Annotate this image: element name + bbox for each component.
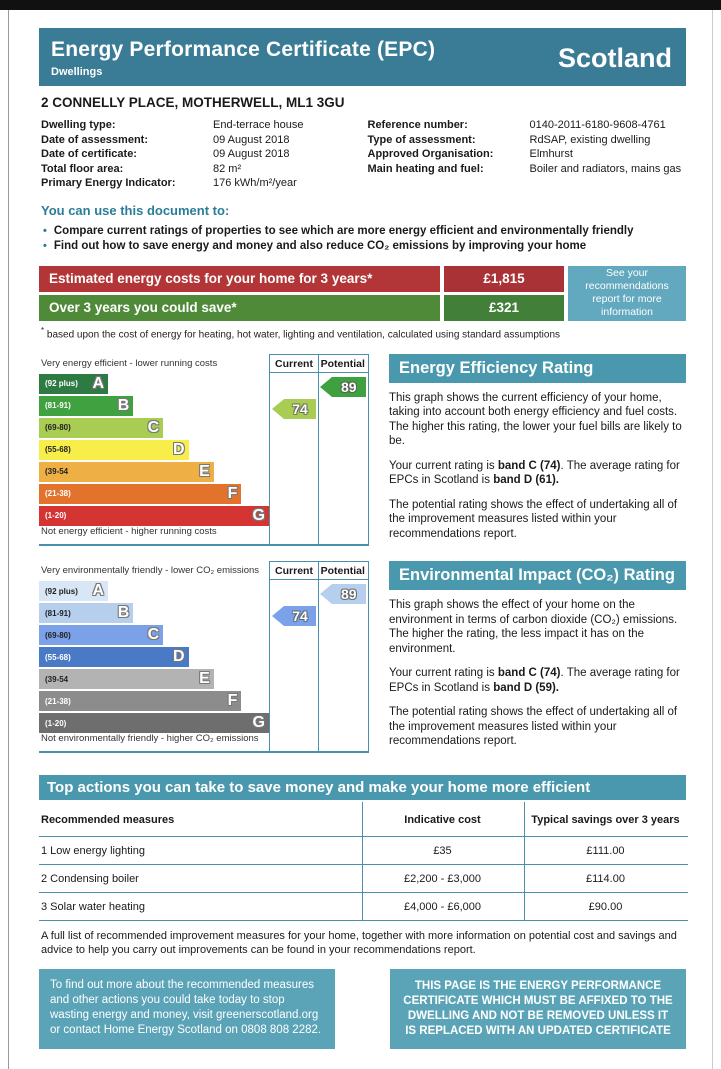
band-letter: F — [227, 484, 238, 502]
band-letter: C — [147, 418, 160, 436]
band-letter: A — [92, 374, 104, 392]
panel-body — [389, 391, 686, 542]
typical-savings: £90.00 — [524, 893, 688, 921]
detail-row — [41, 118, 360, 133]
potential-rating-value: 89 — [332, 377, 367, 397]
band-range-label: (55-68) — [45, 652, 71, 662]
potential-column-header: Potential — [318, 355, 369, 373]
detail-row — [41, 162, 360, 177]
detail-label: Dwelling type: — [41, 119, 116, 131]
header-band — [39, 28, 686, 86]
rating-highlight: band D (61). — [493, 474, 559, 487]
detail-label: Primary Energy Indicator: — [41, 177, 176, 189]
panel-paragraph — [389, 391, 686, 449]
environmental-impact-section — [39, 561, 686, 759]
usage-bullet — [43, 239, 686, 254]
typical-savings: £114.00 — [524, 865, 688, 893]
indicative-cost: £2,200 - £3,000 — [362, 865, 524, 893]
band-range-label: (21-38) — [45, 696, 71, 706]
band-range-label: (69-80) — [45, 423, 71, 433]
more-info-box: To find out more about the recommended measures and other actions you could take today to stop wasting energy and money, visit greenerscotland.org or contact Home Energy Scotland on 0808 808 2282. — [39, 969, 335, 1049]
paragraph-text: This graph shows the effect of your home on the environment in terms of carbon dioxide (CO₂) emissions. The higher the rating, the less impact it has on the environment. — [389, 599, 678, 655]
chart-bottom-label: Not energy efficient - higher running costs — [41, 525, 217, 537]
detail-row — [41, 133, 360, 148]
measure-name: 3 Solar water heating — [39, 893, 362, 921]
band-letter: D — [172, 648, 185, 666]
current-rating-value: 74 — [284, 606, 316, 626]
current-column-header: Current — [270, 355, 318, 373]
page-subtitle: Dwellings — [51, 66, 103, 78]
costs-footnote-text: based upon the cost of energy for heating, hot water, lighting and ventilation, calculated using standard assumptions — [46, 328, 561, 340]
detail-label: Approved Organisation: — [367, 148, 494, 160]
band-letter: E — [199, 462, 210, 480]
top-actions-table — [39, 802, 686, 921]
rating-bands — [39, 374, 269, 528]
detail-row — [368, 147, 687, 162]
band-letter: A — [92, 582, 104, 600]
current-rating-pointer — [272, 399, 316, 419]
current-column — [269, 354, 319, 546]
rating-band-b — [39, 603, 133, 623]
band-letter: B — [117, 396, 130, 414]
actions-footnote: A full list of recommended improvement measures for your home, together with more information on potential cost and savings and advice to help you carry out improvements can be found in your recommendations report. — [41, 929, 677, 956]
detail-value: 82 m² — [213, 162, 242, 175]
panel-title: Energy Efficiency Rating — [389, 354, 686, 383]
band-range-label: (92 plus) — [45, 586, 78, 596]
detail-value: Boiler and radiators, mains gas — [529, 162, 682, 175]
current-rating-pointer — [272, 606, 316, 626]
rating-band-e — [39, 462, 214, 482]
band-letter: E — [199, 670, 210, 688]
panel-paragraph — [389, 666, 686, 695]
paragraph-text: Your current rating is — [389, 667, 498, 680]
rating-band-d — [39, 647, 189, 667]
energy-efficiency-chart — [39, 354, 369, 546]
rating-band-f — [39, 484, 241, 504]
chart-top-label: Very energy efficient - lower running costs — [41, 357, 218, 369]
environmental-impact-panel — [389, 561, 686, 759]
panel-body — [389, 598, 686, 749]
rating-band-c — [39, 418, 163, 438]
property-details — [41, 118, 686, 191]
detail-value: 0140-2011-6180-9608-4761 — [529, 119, 666, 131]
band-range-label: (69-80) — [45, 630, 71, 640]
rating-band-d — [39, 440, 189, 460]
band-range-label: (92 plus) — [45, 379, 78, 389]
detail-value: 09 August 2018 — [213, 133, 290, 146]
typical-savings: £111.00 — [524, 837, 688, 865]
potential-rating-value: 89 — [332, 584, 367, 604]
detail-row — [368, 162, 687, 177]
top-actions-banner: Top actions you can take to save money and make your home more efficient — [39, 775, 686, 800]
detail-value: RdSAP, existing dwelling — [529, 133, 651, 146]
energy-efficiency-panel — [389, 354, 686, 552]
rating-highlight: band C (74) — [497, 667, 561, 680]
header-titles — [51, 38, 435, 78]
rating-band-g — [39, 506, 269, 526]
potential-column — [318, 561, 370, 753]
chart-bottom-label: Not environmentally friendly - higher CO₂ emissions — [41, 733, 259, 745]
costs-footnote — [41, 326, 686, 340]
rating-highlight: band D (59). — [493, 681, 559, 694]
rating-bands — [39, 581, 269, 735]
bullet-icon: • — [43, 239, 47, 252]
band-range-label: (81-91) — [45, 401, 71, 411]
page-title: Energy Performance Certificate (EPC) — [51, 38, 436, 61]
savings-row-label: Over 3 years you could save* — [39, 295, 440, 321]
current-column — [269, 561, 319, 753]
usage-bullet-text: Compare current ratings of properties to see which are more energy efficient and environmentally friendly — [53, 224, 634, 237]
rating-band-b — [39, 396, 133, 416]
savings-row-value: £321 — [444, 295, 564, 321]
measure-name: 2 Condensing boiler — [39, 865, 362, 893]
rating-band-f — [39, 691, 241, 711]
band-range-label: (81-91) — [45, 608, 71, 618]
paragraph-text: The potential rating shows the effect of undertaking all of the improvement measures listed within your recommendations report. — [389, 498, 678, 540]
band-range-label: (55-68) — [45, 445, 71, 455]
band-range-label: (1-20) — [45, 718, 67, 728]
detail-label: Total floor area: — [41, 162, 124, 175]
usage-bullet — [43, 224, 686, 239]
detail-label: Main heating and fuel: — [367, 162, 484, 175]
panel-paragraph — [389, 459, 686, 488]
detail-label: Date of assessment: — [41, 133, 148, 146]
panel-paragraph — [389, 498, 686, 542]
panel-paragraph — [389, 598, 686, 656]
footer-boxes — [39, 969, 686, 1049]
top-bar — [0, 0, 721, 10]
detail-label: Date of certificate: — [41, 148, 137, 160]
potential-column — [318, 354, 370, 546]
band-letter: F — [227, 692, 238, 710]
cost-row-value: £1,815 — [444, 266, 564, 292]
rating-band-e — [39, 669, 214, 689]
potential-rating-pointer — [320, 377, 367, 397]
column-header-measures: Recommended measures — [39, 802, 362, 837]
footnote-asterisk: * — [41, 325, 45, 335]
band-letter: G — [252, 714, 265, 732]
measure-name: 1 Low energy lighting — [39, 837, 362, 865]
rating-highlight: band C (74) — [497, 459, 561, 472]
column-header-savings: Typical savings over 3 years — [524, 802, 688, 837]
indicative-cost: £35 — [362, 837, 524, 865]
pointer-tip-icon — [320, 377, 332, 397]
band-letter: C — [147, 626, 160, 644]
band-letter: B — [117, 604, 130, 622]
recommendations-note: See your recommendations report for more information — [568, 266, 686, 321]
property-address: 2 CONNELLY PLACE, MOTHERWELL, ML1 3GU — [41, 95, 345, 110]
detail-row — [368, 133, 687, 148]
energy-efficiency-section — [39, 354, 686, 552]
pointer-tip-icon — [272, 399, 284, 419]
band-range-label: (21-38) — [45, 489, 71, 499]
detail-row — [41, 176, 360, 191]
rating-band-g — [39, 713, 269, 733]
column-header-cost: Indicative cost — [362, 802, 524, 837]
environmental-impact-chart — [39, 561, 369, 753]
usage-bullet-text: Find out how to save energy and money and also reduce CO₂ emissions by improving your home — [53, 239, 587, 252]
band-letter: D — [172, 440, 185, 458]
current-rating-value: 74 — [284, 399, 316, 419]
bullet-icon: • — [43, 224, 47, 237]
indicative-cost: £4,000 - £6,000 — [362, 893, 524, 921]
cost-row-label: Estimated energy costs for your home for 3 years* — [39, 266, 440, 292]
detail-value: 09 August 2018 — [213, 148, 290, 160]
band-range-label: (39-54 — [45, 674, 69, 684]
certificate-notice-box: THIS PAGE IS THE ENERGY PERFORMANCE CERTIFICATE WHICH MUST BE AFFIXED TO THE DWELLING AND NOT BE REMOVED UNLESS IT IS REPLACED WITH AN UPDATED CERTIFICATE — [390, 969, 686, 1049]
detail-label: Reference number: — [367, 119, 468, 131]
paragraph-text: Your current rating is — [389, 459, 498, 472]
paragraph-text: . The average rating for EPCs in Scotland is — [389, 459, 680, 487]
band-range-label: (39-54 — [45, 467, 69, 477]
current-column-header: Current — [270, 562, 318, 580]
details-column-left — [41, 118, 360, 191]
chart-top-label: Very environmentally friendly - lower CO₂ emissions — [41, 565, 260, 577]
potential-rating-pointer — [320, 584, 367, 604]
pointer-tip-icon — [272, 606, 284, 626]
energy-costs-table — [39, 266, 686, 321]
detail-row — [41, 147, 360, 162]
detail-value: 176 kWh/m²/year — [213, 177, 297, 189]
band-range-label: (1-20) — [45, 511, 67, 521]
detail-value: Elmhurst — [529, 148, 573, 160]
detail-row — [368, 118, 687, 133]
paragraph-text: . The average rating for EPCs in Scotland is — [389, 667, 680, 694]
certificate-page — [8, 10, 713, 1069]
pointer-tip-icon — [320, 584, 332, 604]
band-letter: G — [252, 506, 265, 524]
detail-value: End-terrace house — [213, 119, 304, 131]
rating-band-c — [39, 625, 163, 645]
rating-band-a — [39, 374, 108, 394]
region-label: Scotland — [557, 42, 672, 73]
detail-label: Type of assessment: — [367, 133, 476, 146]
panel-title: Environmental Impact (CO₂) Rating — [389, 561, 686, 590]
details-column-right — [368, 118, 687, 191]
panel-paragraph — [389, 705, 686, 749]
paragraph-text: This graph shows the current efficiency of your home, taking into account both energy efficiency and fuel costs. The higher this rating, the lower your fuel bills are likely to be. — [389, 391, 682, 448]
potential-column-header: Potential — [318, 562, 369, 580]
usage-bullet-list — [43, 224, 686, 254]
usage-heading: You can use this document to: — [41, 202, 230, 218]
paragraph-text: The potential rating shows the effect of undertaking all of the improvement measures listed within your recommendations report. — [389, 706, 678, 748]
rating-band-a — [39, 581, 108, 601]
